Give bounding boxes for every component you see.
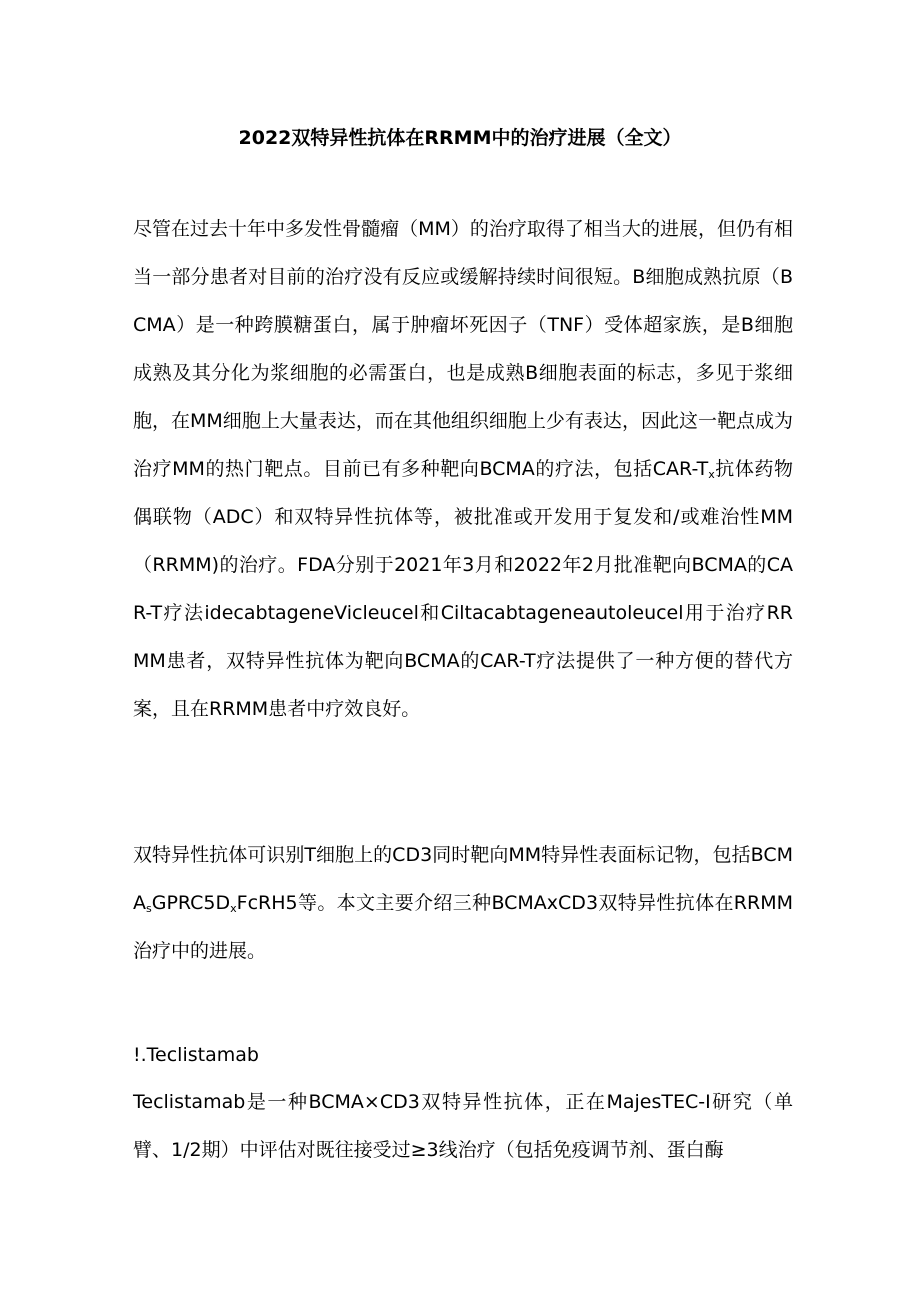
paragraph-teclistamab: Teclistamab是一种BCMA×CD3双特异性抗体，正在MajesTEC-I研究（单臂、1/2期）中评估对既往接受过≥3线治疗（包括免疫调节剂、蛋白酶 bbox=[133, 1091, 793, 1161]
paragraph-intro bbox=[133, 205, 793, 733]
subscript-x: x bbox=[230, 902, 237, 915]
paragraph-bispecific-text-a: 双特异性抗体可识别T细胞上的CD3同时靶向MM特异性表面标记物，包括BCMA bbox=[133, 844, 793, 914]
paragraph-intro-text-b: 抗体药物偶联物（ADC）和双特异性抗体等，被批准或开发用于复发和/或难治性MM（RRMM)的治疗。FDA分别于2021年3月和2022年2月批准靶向BCMA的CAR-T疗法idecabtageneVicleucel和Ciltacabtageneautoleucel用于治疗RRMM患者，双特异性抗体为靶向BCMA的CAR-T疗法提供了一种方便的替代方案，且在RRMM患者中疗效良好。 bbox=[133, 458, 793, 720]
paragraph-bispecific-text-c: FcRH5等。本文主要介绍三种BCMAxCD3双特异性抗体在RRMM治疗中的进展。 bbox=[133, 892, 793, 962]
subscript-s: s bbox=[146, 902, 152, 915]
paragraph-bispecific-text-b: GPRC5D bbox=[151, 892, 231, 914]
subscript-x: x bbox=[708, 468, 715, 481]
paragraph-bispecific bbox=[133, 831, 793, 975]
paragraph-intro-text-a: 尽管在过去十年中多发性骨髓瘤（MM）的治疗取得了相当大的进展，但仍有相当一部分患者对目前的治疗没有反应或缓解持续时间很短。B细胞成熟抗原（BCMA）是一种跨膜糖蛋白，属于肿瘤坏死因子（TNF）受体超家族，是B细胞成熟及其分化为浆细胞的必需蛋白，也是成熟B细胞表面的标志，多见于浆细胞，在MM细胞上大量表达，而在其他组织细胞上少有表达，因此这一靶点成为治疗MM的热门靶点。目前已有多种靶向BCMA的疗法，包括CAR-T bbox=[133, 218, 793, 480]
section-heading-teclistamab: !.Teclistamab bbox=[133, 1044, 259, 1066]
document-title: 2022双特异性抗体在RRMM中的治疗进展（全文） bbox=[238, 127, 682, 149]
